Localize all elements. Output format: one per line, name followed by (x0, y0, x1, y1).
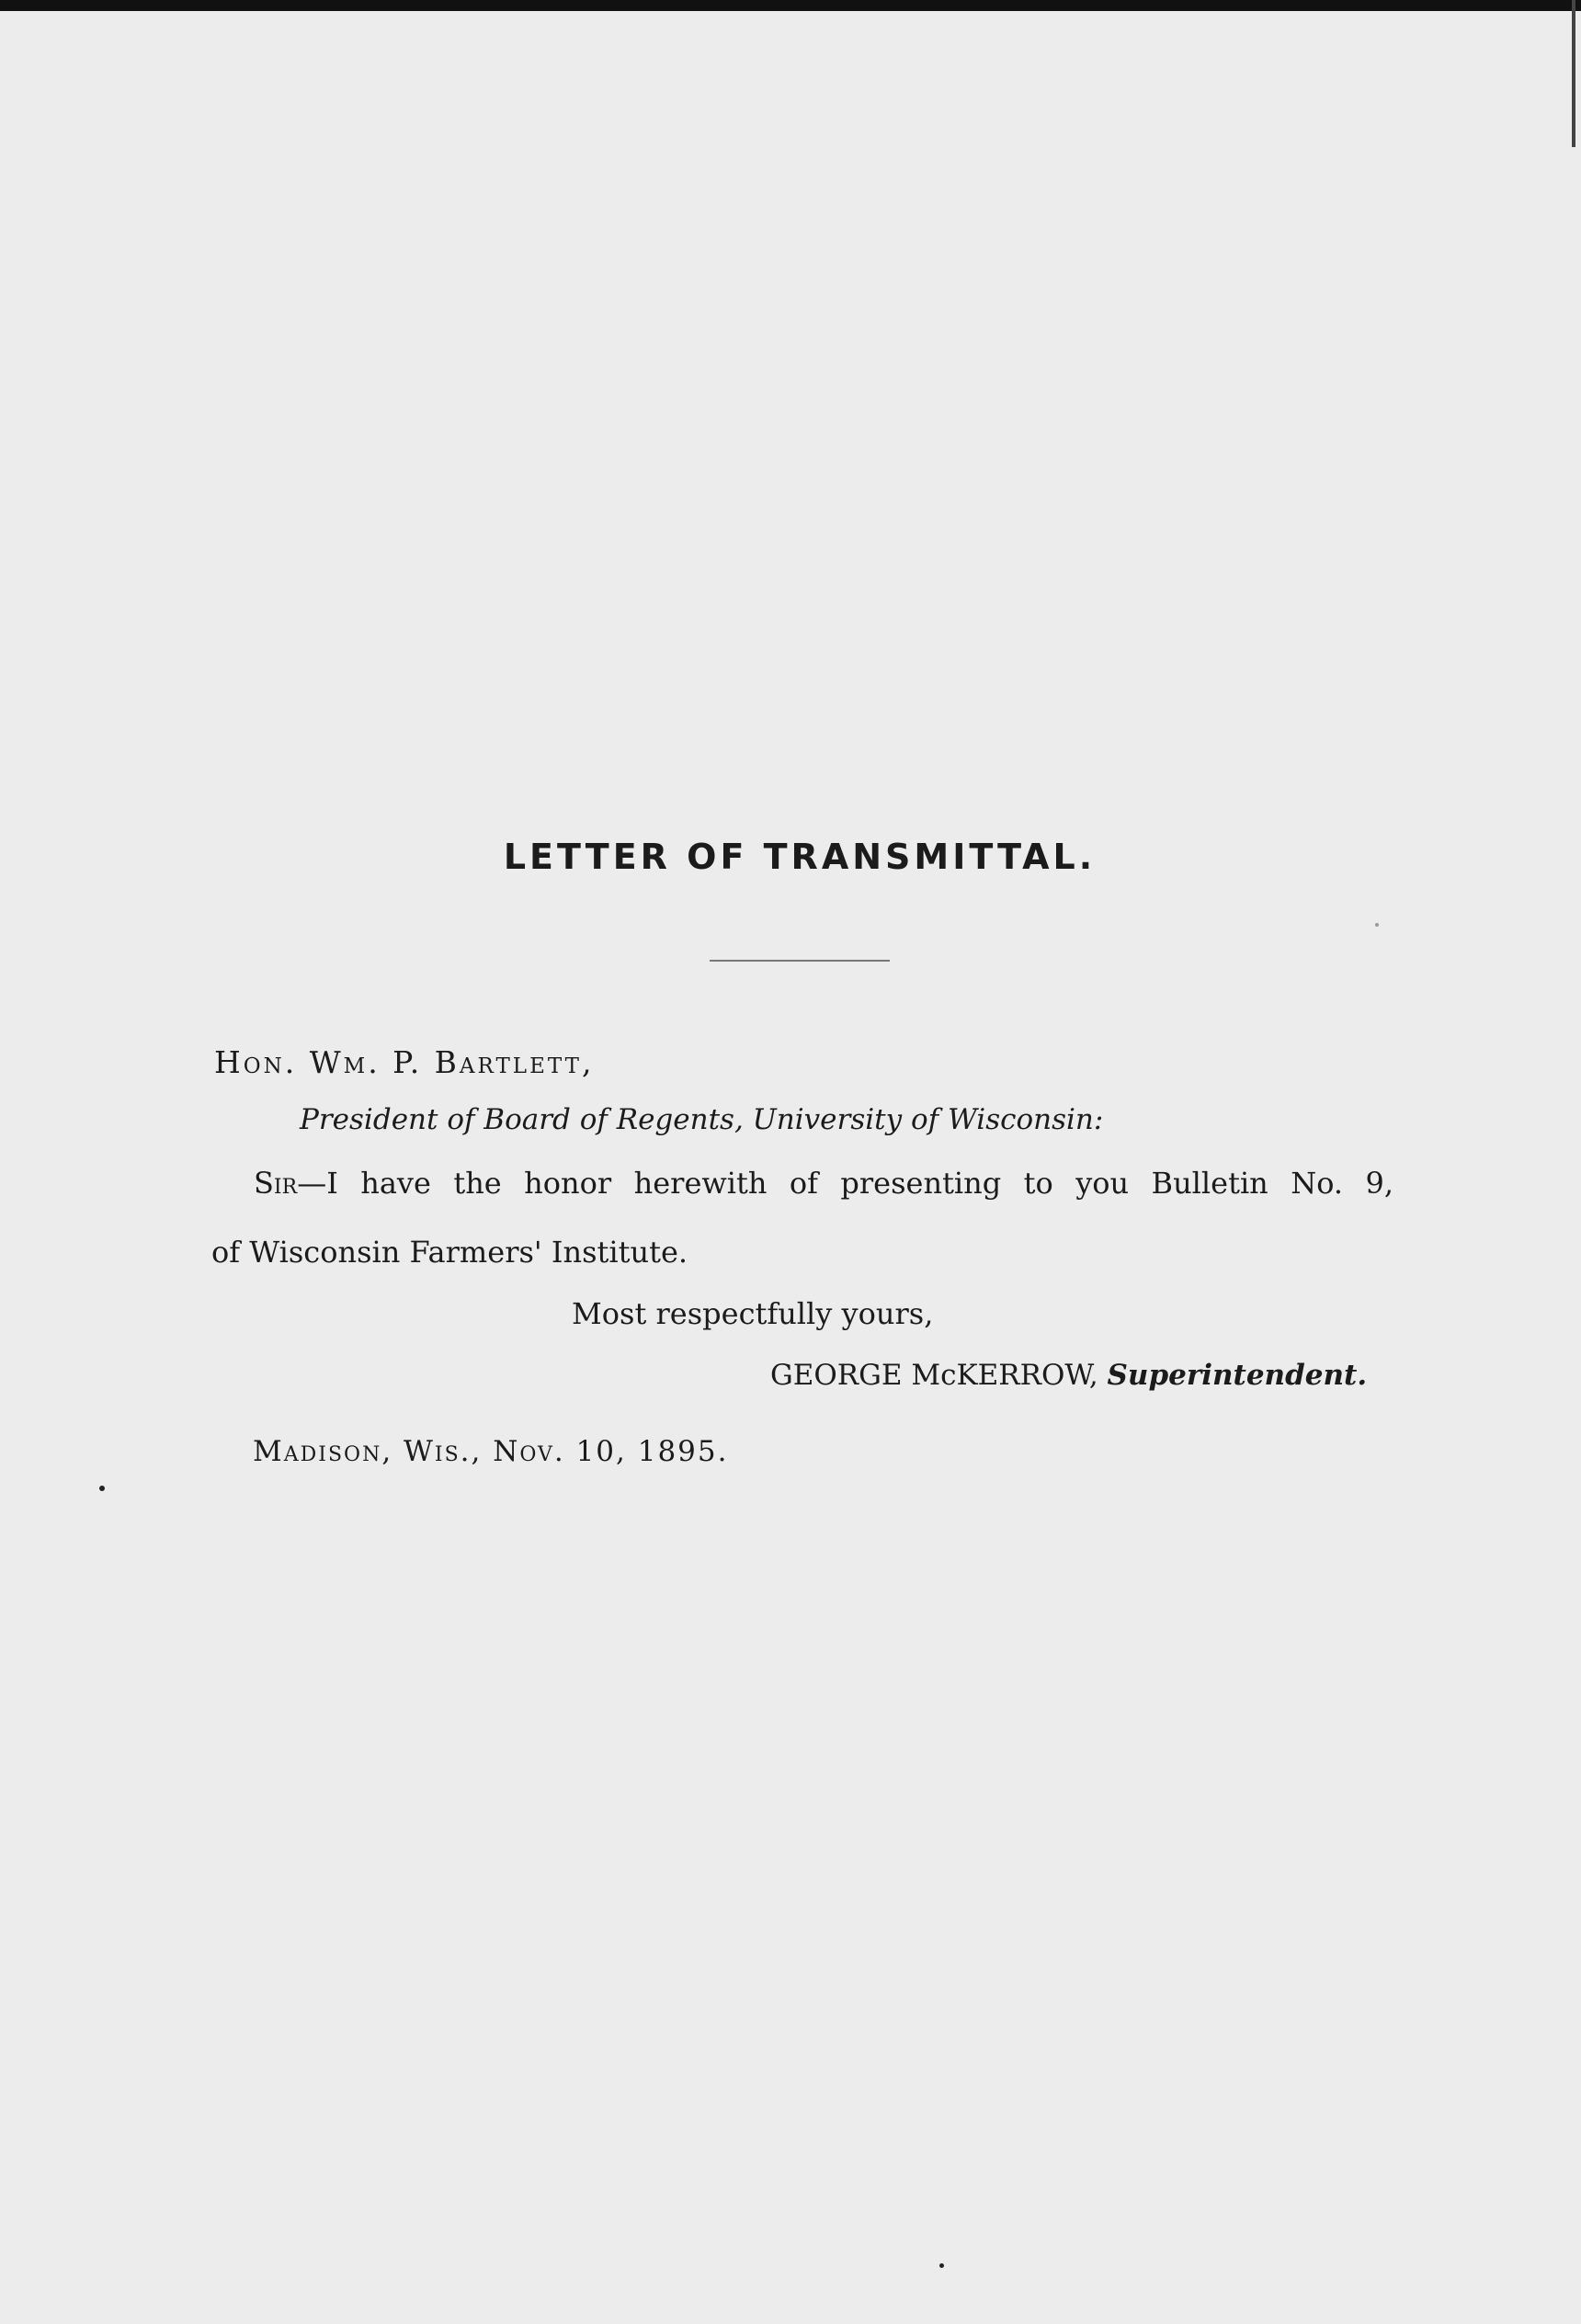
addressee-office: President of Board of Regents, University of Wisconsin: (300, 1103, 1104, 1136)
ink-speck (1375, 923, 1379, 927)
letter-title: LETTER OF TRANSMITTAL. (503, 837, 1097, 877)
ink-speck (99, 1486, 105, 1491)
salutation: Sir (254, 1166, 298, 1201)
body-paragraph-line-1 (254, 1166, 1393, 1201)
body-text-line-1: —I have the honor herewith of presenting to you Bulletin No. 9, (297, 1166, 1393, 1201)
complimentary-closing: Most respectfully yours, (572, 1296, 934, 1331)
signer-role: Superintendent. (1107, 1359, 1368, 1392)
addressee-name: Hon. Wm. P. Bartlett, (214, 1044, 595, 1080)
page-right-edge (1572, 0, 1575, 147)
page-top-edge (0, 0, 1581, 11)
signature-line (770, 1359, 1367, 1392)
ink-speck (939, 2263, 944, 2268)
body-paragraph-line-2: of Wisconsin Farmers' Institute. (211, 1235, 688, 1270)
signer-name: GEORGE McKERROW, (770, 1359, 1098, 1392)
title-divider (710, 960, 890, 962)
place-and-date: Madison, Wis., Nov. 10, 1895. (253, 1435, 729, 1468)
